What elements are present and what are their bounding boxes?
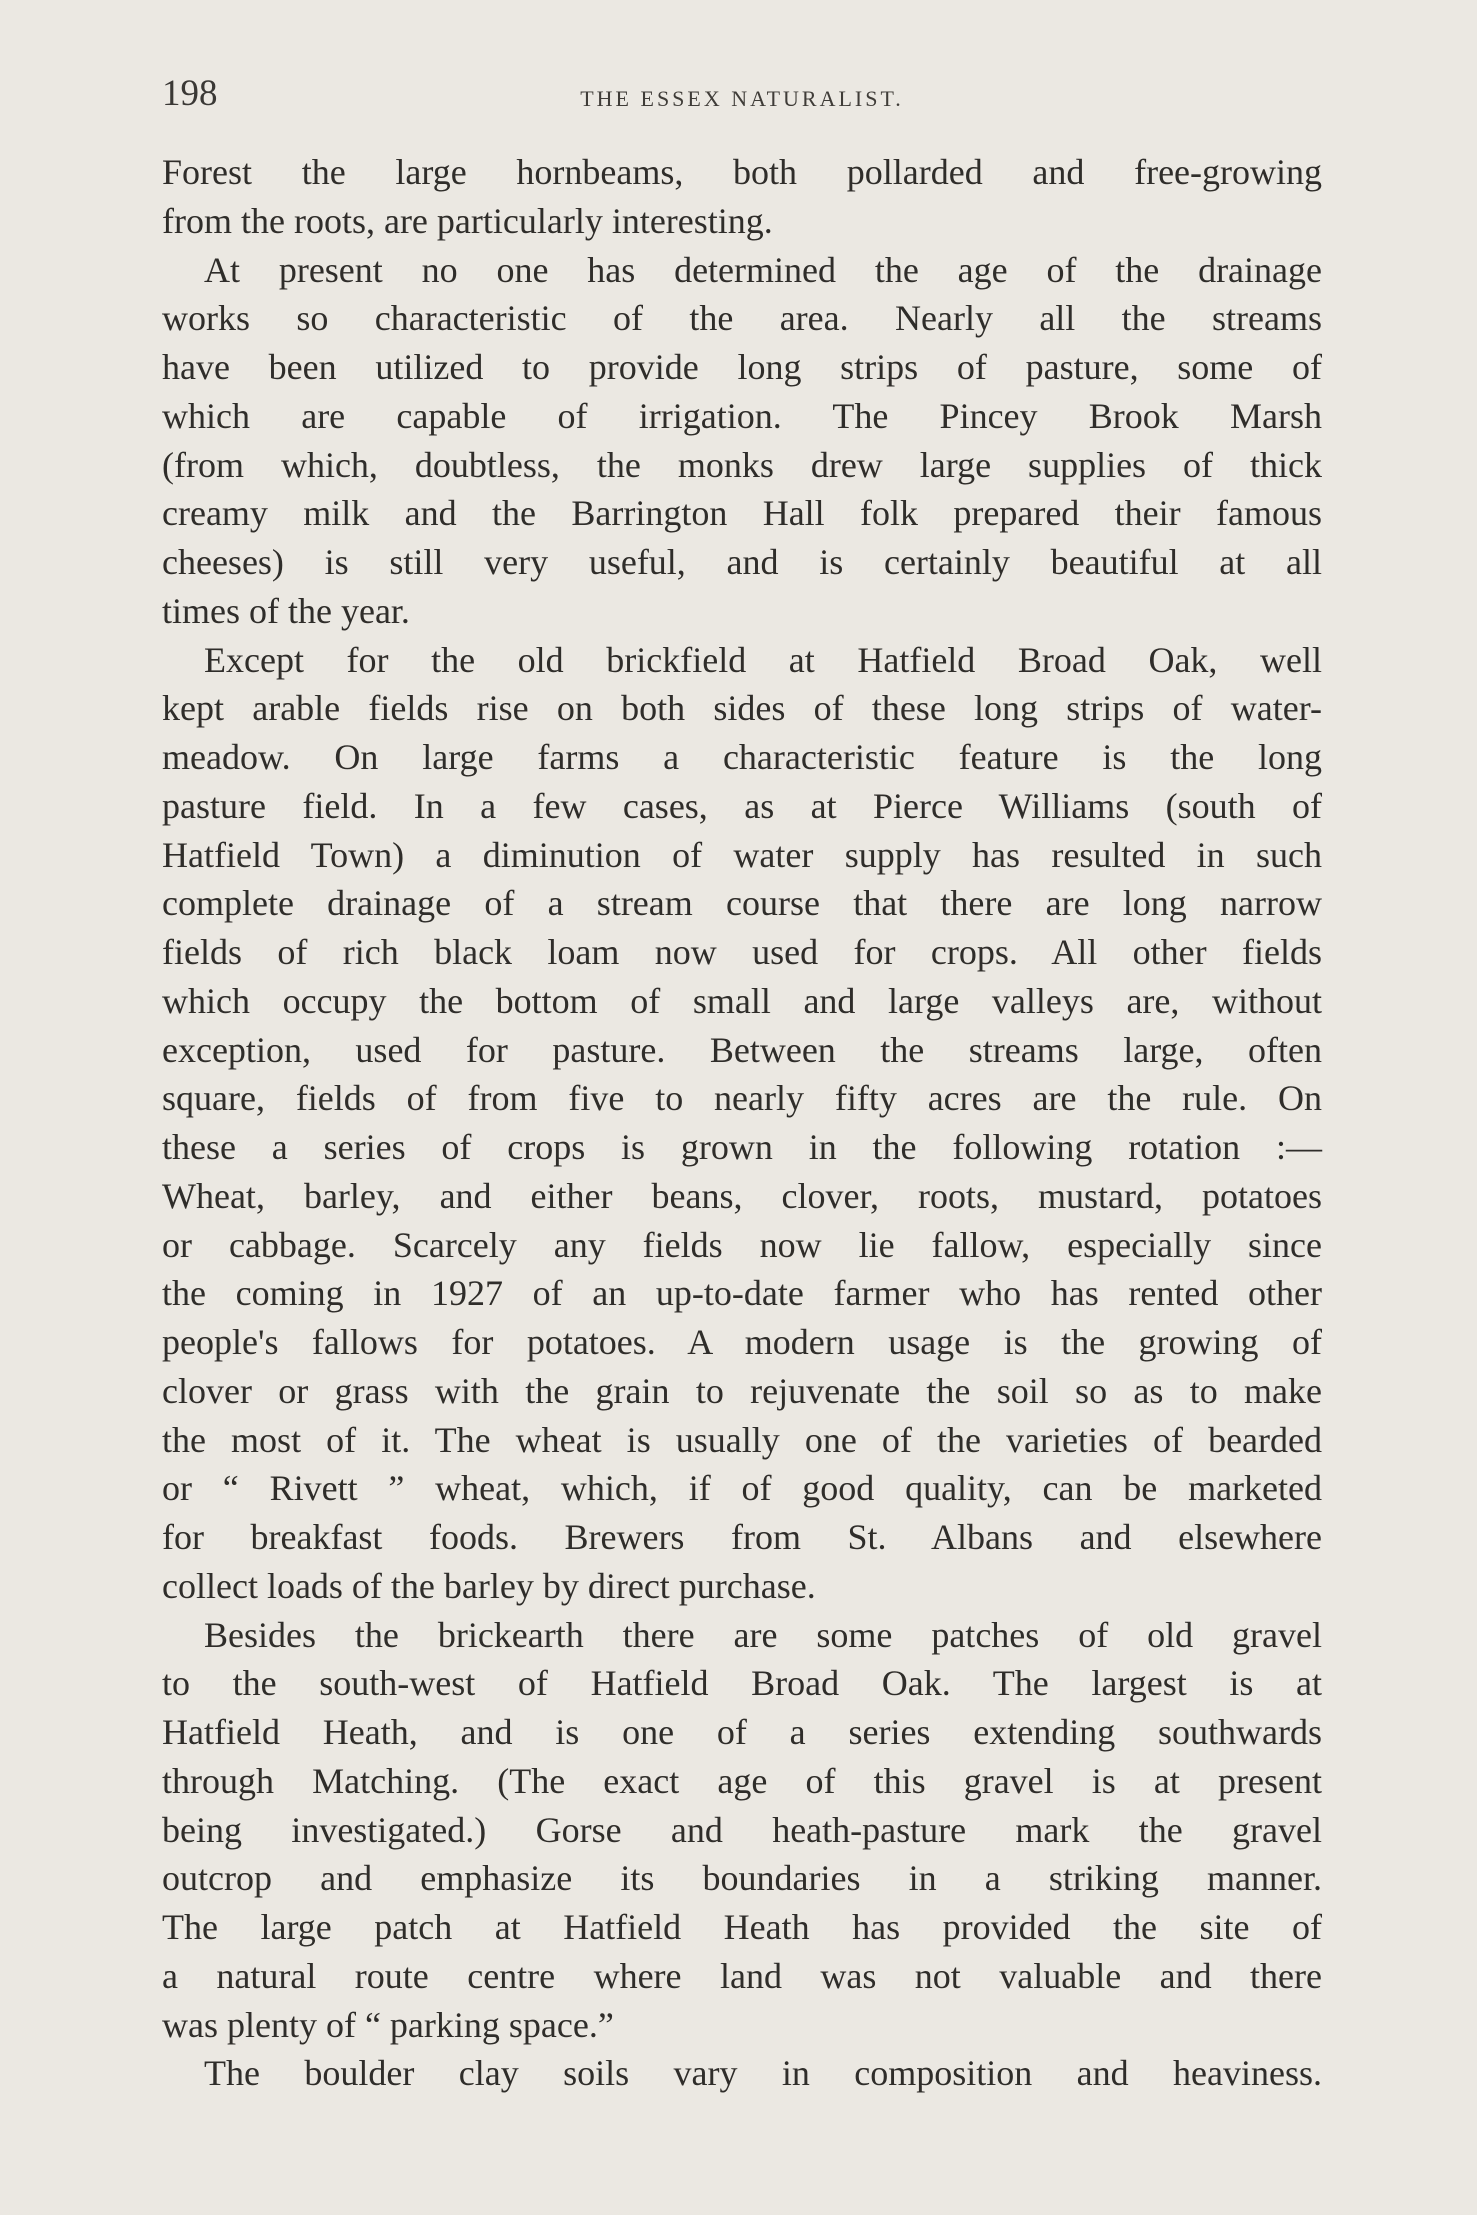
text-line: The boulder clay soils vary in composition and heaviness.: [204, 2053, 1322, 2094]
text-line: Forest the large hornbeams, both pollarded and free-growing: [162, 152, 1322, 192]
text-line: At present no one has determined the age of the drainage: [204, 249, 1322, 290]
text-line: times of the year.: [162, 590, 410, 631]
text-line: The large patch at Hatfield Heath has provided the site of: [162, 1907, 1322, 1947]
text-line: for breakfast foods. Brewers from St. Albans and elsewhere: [162, 1517, 1322, 1557]
text-line: to the south-west of Hatfield Broad Oak. The largest is at: [162, 1663, 1322, 1704]
text-line: people's fallows for potatoes. A modern usage is the growing of: [162, 1322, 1322, 1362]
text-line: outcrop and emphasize its boundaries in a striking manner.: [162, 1858, 1322, 1899]
text-line: a natural route centre where land was not valuable and there: [162, 1955, 1322, 1996]
text-line: pasture field. In a few cases, as at Pierce Williams (south of: [162, 785, 1322, 826]
text-line: collect loads of the barley by direct purchase.: [162, 1565, 816, 1606]
text-line: have been utilized to provide long strips of pasture, some of: [162, 347, 1322, 387]
text-line: through Matching. (The exact age of this gravel is at present: [162, 1760, 1322, 1801]
text-line: square, fields of from five to nearly fifty acres are the rule. On: [162, 1078, 1322, 1119]
text-line: kept arable fields rise on both sides of these long strips of water-: [162, 688, 1322, 729]
text-line: which occupy the bottom of small and large valleys are, without: [162, 980, 1322, 1021]
text-line: or cabbage. Scarcely any fields now lie fallow, especially since: [162, 1224, 1322, 1265]
text-line: exception, used for pasture. Between the streams large, often: [162, 1029, 1322, 1070]
text-line: Hatfield Town) a diminution of water supply has resulted in such: [162, 834, 1322, 875]
text-line: cheeses) is still very useful, and is certainly beautiful at all: [162, 542, 1322, 582]
text-line: Hatfield Heath, and is one of a series extending southwards: [162, 1712, 1322, 1752]
text-line: clover or grass with the grain to rejuvenate the soil so as to make: [162, 1370, 1322, 1411]
text-line: meadow. On large farms a characteristic feature is the long: [162, 737, 1322, 777]
text-line: Except for the old brickfield at Hatfield Broad Oak, well: [204, 639, 1322, 680]
text-line: (from which, doubtless, the monks drew large supplies of thick: [162, 444, 1322, 485]
text-line: Wheat, barley, and either beans, clover, roots, mustard, potatoes: [162, 1175, 1322, 1216]
text-line: Besides the brickearth there are some patches of old gravel: [204, 1614, 1322, 1655]
text-line: these a series of crops is grown in the following rotation :—: [162, 1127, 1322, 1167]
text-line: which are capable of irrigation. The Pincey Brook Marsh: [162, 395, 1322, 436]
text-line: complete drainage of a stream course that there are long narrow: [162, 883, 1322, 924]
text-line: the most of it. The wheat is usually one of the varieties of bearded: [162, 1419, 1322, 1460]
page-header: [162, 72, 1322, 122]
body-text: [162, 148, 1322, 2098]
text-line: the coming in 1927 of an up-to-date farmer who has rented other: [162, 1273, 1322, 1314]
text-line: creamy milk and the Barrington Hall folk prepared their famous: [162, 493, 1322, 534]
text-line: from the roots, are particularly interesting.: [162, 200, 773, 241]
running-head: THE ESSEX NATURALIST.: [580, 86, 904, 111]
text-line: was plenty of “ parking space.”: [162, 2004, 614, 2045]
page-number: 198: [162, 73, 218, 114]
text-line: fields of rich black loam now used for crops. All other fields: [162, 932, 1322, 972]
text-line: works so characteristic of the area. Nearly all the streams: [162, 298, 1322, 339]
text-line: or “ Rivett ” wheat, which, if of good quality, can be marketed: [162, 1468, 1322, 1509]
text-line: being investigated.) Gorse and heath-pasture mark the gravel: [162, 1809, 1322, 1850]
